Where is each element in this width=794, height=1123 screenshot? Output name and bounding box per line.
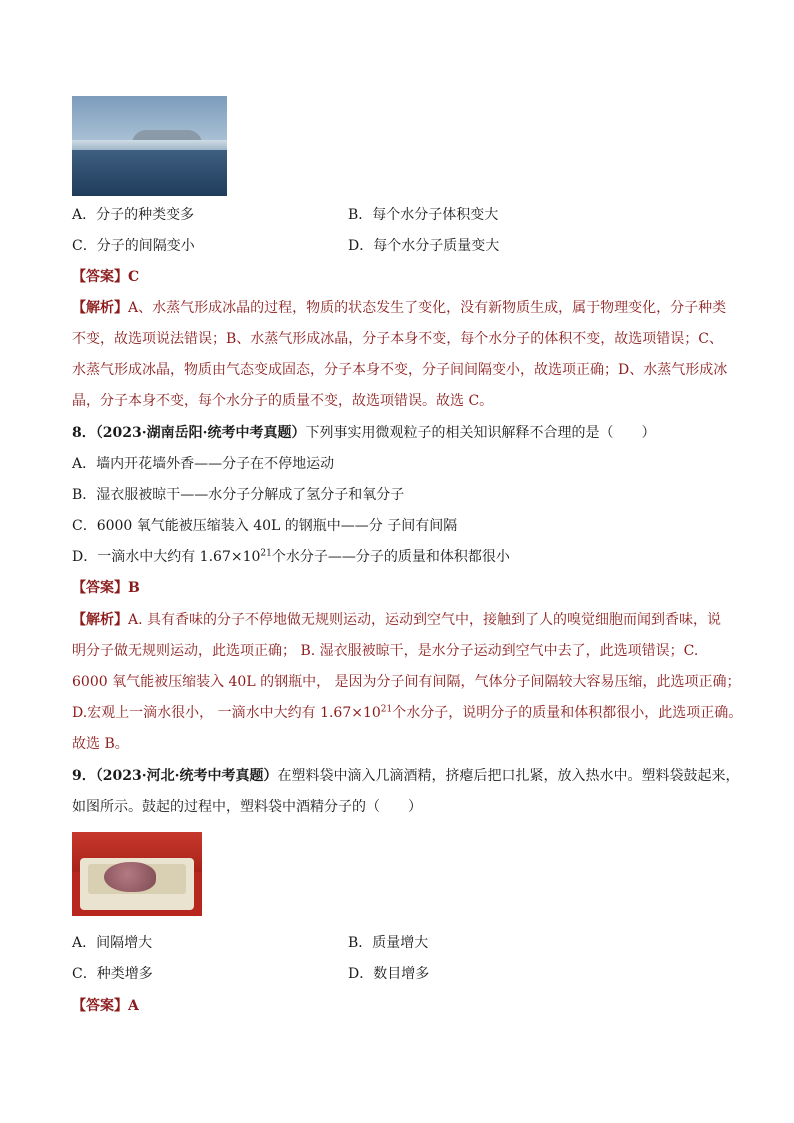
answer-tag: 【答案】 [72,998,128,1014]
q8-option-a: A．墙内开花墙外香——分子在不停地运动 [72,456,335,472]
sea-mist-photo [72,96,227,196]
q8-number: 8． [72,425,96,441]
answer-tag: 【答案】 [72,580,128,596]
answer-value: C [128,269,140,285]
q9-option-a: A．间隔增大 [72,935,153,951]
q8-stem-text: 下列事实用微观粒子的相关知识解释不合理的是（ ） [305,425,656,441]
q7-option-c: C．分子的间隔变小 [72,238,195,254]
q9-source: （2023·河北·统考中考真题） [95,768,278,784]
q8-option-b: B．湿衣服被晾干——水分子分解成了氢分子和氧分子 [72,487,405,503]
q7-analysis-line-3: 水蒸气形成冰晶，物质由气态变成固态，分子本身不变，分子间间隔变小，故选项正确；D、水蒸气形成冰 [72,362,728,378]
q8-stem [72,423,732,443]
q7-analysis-line-1: 【解析】A、水蒸气形成冰晶的过程，物质的状态发生了变化，没有新物质生成，属于物理变化，分子种类 [72,300,727,316]
q8-source: （2023·湖南岳阳·统考中考真题） [95,425,306,441]
q7-answer [72,267,732,287]
q9-option-d: D．数目增多 [348,966,430,982]
q9-stem-line-1: 9．（2023·河北·统考中考真题）在塑料袋中滴入几滴酒精，挤瘪后把口扎紧，放入热水中。塑料袋鼓起来， [72,768,740,784]
answer-tag: 【答案】 [72,269,128,285]
plastic-bag-tray-photo [72,832,202,916]
q8-analysis-line-1: 【解析】A. 具有香味的分子不停地做无规则运动，运动到空气中，接触到了人的嗅觉细胞而闻到香味，说 [72,612,722,628]
q8-option-d: D．一滴水中大约有 $1.67\times 10^{21}$个水分子——分子的质量和体积都很小 [72,548,510,565]
q9-stem-line-2: 如图所示。鼓起的过程中，塑料袋中酒精分子的（ ） [72,799,422,815]
q7-option-b: B．每个水分子体积变大 [348,207,499,223]
answer-value: A [128,998,139,1014]
analysis-tag: 【解析】 [72,300,128,316]
q7-analysis-line-2: 不变，故选项说法错误；B、水蒸气形成冰晶，分子本身不变，每个水分子的体积不变，故选项错误；C、 [72,331,723,347]
analysis-tag: 【解析】 [72,612,128,628]
q9-option-c: C．种类增多 [72,966,153,982]
q8-analysis-line-2: 明分子做无规则运动，此选项正确； B. 湿衣服被晾干，是水分子运动到空气中去了，此选项错误；C. [72,643,699,659]
q7-option-a: A．分子的种类变多 [72,207,195,223]
q8-analysis-line-4: D.宏观上一滴水很小， 一滴水中大约有 $1.67\times 10^{21}$个水分子，说明分子的质量和体积都很小，此选项正确。 [72,704,743,721]
q7-option-d: D．每个水分子质量变大 [348,238,500,254]
q8-option-c: C．6000 氧气能被压缩装入 40L 的钢瓶中——分 子间有间隔 [72,518,458,534]
q9-number: 9． [72,768,96,784]
q9-answer [72,996,732,1016]
answer-value: B [128,580,140,596]
q8-analysis-line-5: 故选 B。 [72,736,129,752]
q8-analysis-line-3: 6000 氧气能被压缩装入 40L 的钢瓶中， 是因为分子间有间隔，气体分子间隔较大容易压缩，此选项正确； [72,674,741,690]
q8-answer [72,578,732,598]
q9-option-b: B．质量增大 [348,935,429,951]
q7-analysis-line-4: 晶，分子本身不变，每个水分子的质量不变，故选项错误。故选 C。 [72,393,494,409]
